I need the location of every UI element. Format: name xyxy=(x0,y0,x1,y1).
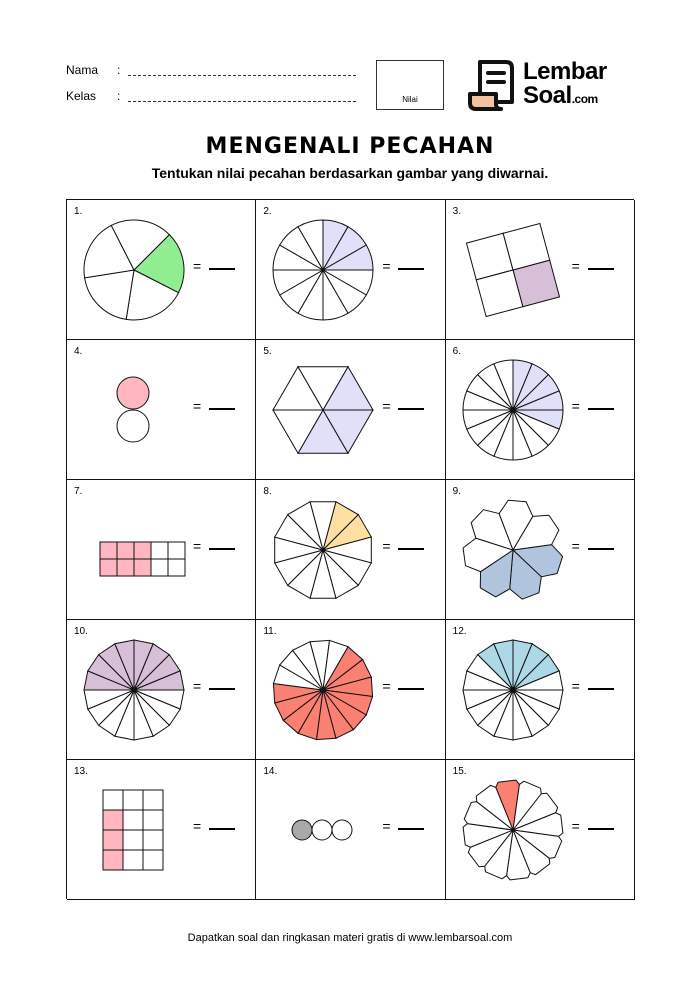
equals-sign: = xyxy=(571,538,580,554)
answer-blank[interactable] xyxy=(588,268,614,270)
answer-blank[interactable] xyxy=(209,688,235,690)
fraction-part xyxy=(143,830,163,850)
fraction-part xyxy=(151,559,168,576)
problem-cell xyxy=(67,620,256,760)
equals-sign: = xyxy=(382,538,391,554)
fraction-part xyxy=(85,270,134,319)
problem-number: 4. xyxy=(74,346,83,357)
problem-cell xyxy=(446,480,635,620)
equals-sign: = xyxy=(571,818,580,834)
name-label: Nama xyxy=(66,63,99,77)
answer-blank[interactable] xyxy=(588,828,614,830)
equals-sign: = xyxy=(382,678,391,694)
answer-blank[interactable] xyxy=(588,688,614,690)
problem-cell xyxy=(446,760,635,900)
class-colon: : xyxy=(117,89,121,103)
problem-cell xyxy=(256,200,445,340)
problem-cell xyxy=(67,480,256,620)
fraction-part xyxy=(143,850,163,870)
answer-blank[interactable] xyxy=(398,828,424,830)
fraction-part xyxy=(117,410,149,442)
fraction-part xyxy=(103,850,123,870)
answer-blank[interactable] xyxy=(398,268,424,270)
problem-number: 6. xyxy=(452,346,461,357)
fraction-part xyxy=(117,542,134,559)
fraction-part xyxy=(123,790,143,810)
problem-cell xyxy=(256,620,445,760)
score-label: Nilai xyxy=(402,95,418,104)
problem-number: 13. xyxy=(74,766,88,777)
fraction-part xyxy=(134,542,151,559)
brand-name-line2 xyxy=(523,82,598,110)
footer-text: Dapatkan soal dan ringkasan materi gratis di www.lembarsoal.com xyxy=(187,932,513,944)
answer-blank[interactable] xyxy=(398,688,424,690)
problem-number: 9. xyxy=(452,486,461,497)
fraction-part xyxy=(292,820,312,840)
equals-sign: = xyxy=(193,678,202,694)
equals-sign: = xyxy=(193,258,202,274)
brand-suffix: .com xyxy=(571,92,598,106)
problem-number: 7. xyxy=(74,486,83,497)
fraction-part xyxy=(312,820,332,840)
brand-name-line1: Lembar xyxy=(523,58,607,85)
name-colon: : xyxy=(117,63,121,77)
brand-soal: Soal xyxy=(523,82,572,109)
worksheet-title: MENGENALI PECAHAN xyxy=(205,134,495,159)
answer-blank[interactable] xyxy=(588,408,614,410)
answer-blank[interactable] xyxy=(588,548,614,550)
problem-cell xyxy=(256,340,445,480)
class-label: Kelas xyxy=(66,89,97,103)
fraction-part xyxy=(123,830,143,850)
fraction-part xyxy=(332,820,352,840)
problem-number: 14. xyxy=(263,766,278,777)
answer-blank[interactable] xyxy=(209,408,235,410)
answer-blank[interactable] xyxy=(398,548,424,550)
problem-number: 5. xyxy=(263,346,272,357)
problem-cell xyxy=(446,620,635,760)
problem-number: 3. xyxy=(452,206,461,217)
equals-sign: = xyxy=(382,258,391,274)
equals-sign: = xyxy=(571,678,580,694)
name-field[interactable] xyxy=(128,75,356,76)
problem-cell xyxy=(67,760,256,900)
problem-cell xyxy=(67,200,256,340)
equals-sign: = xyxy=(193,818,202,834)
fraction-part xyxy=(117,559,134,576)
fraction-part xyxy=(123,850,143,870)
equals-sign: = xyxy=(382,818,391,834)
answer-blank[interactable] xyxy=(209,548,235,550)
problem-number: 8. xyxy=(263,486,272,497)
fraction-part xyxy=(123,810,143,830)
fraction-part xyxy=(103,790,123,810)
fraction-part xyxy=(151,542,168,559)
problem-number: 11. xyxy=(263,626,277,637)
problem-cell xyxy=(256,480,445,620)
fraction-part xyxy=(103,810,123,830)
equals-sign: = xyxy=(571,398,580,414)
problem-number: 2. xyxy=(263,206,272,217)
equals-sign: = xyxy=(193,398,202,414)
scroll-document-icon xyxy=(466,58,520,117)
problem-cell xyxy=(446,340,635,480)
problem-number: 10. xyxy=(74,626,88,637)
fraction-part xyxy=(143,810,163,830)
answer-blank[interactable] xyxy=(209,268,235,270)
problem-cell xyxy=(67,340,256,480)
class-field[interactable] xyxy=(128,101,356,102)
equals-sign: = xyxy=(571,258,580,274)
equals-sign: = xyxy=(193,538,202,554)
equals-sign: = xyxy=(382,398,391,414)
fraction-part xyxy=(143,790,163,810)
problem-number: 1. xyxy=(74,206,83,217)
problem-number: 12. xyxy=(452,626,467,637)
answer-blank[interactable] xyxy=(209,828,235,830)
problem-number: 15. xyxy=(452,766,467,777)
worksheet-instructions: Tentukan nilai pecahan berdasarkan gambar yang diwarnai. xyxy=(151,165,549,181)
fraction-part xyxy=(100,542,117,559)
fraction-part xyxy=(168,542,185,559)
fraction-part xyxy=(117,377,149,409)
fraction-part xyxy=(100,559,117,576)
problem-cell xyxy=(256,760,445,900)
fraction-part xyxy=(168,559,185,576)
problem-grid xyxy=(66,199,634,899)
score-box[interactable] xyxy=(376,60,444,110)
answer-blank[interactable] xyxy=(398,408,424,410)
fraction-part xyxy=(103,830,123,850)
fraction-part xyxy=(134,559,151,576)
problem-cell xyxy=(446,200,635,340)
